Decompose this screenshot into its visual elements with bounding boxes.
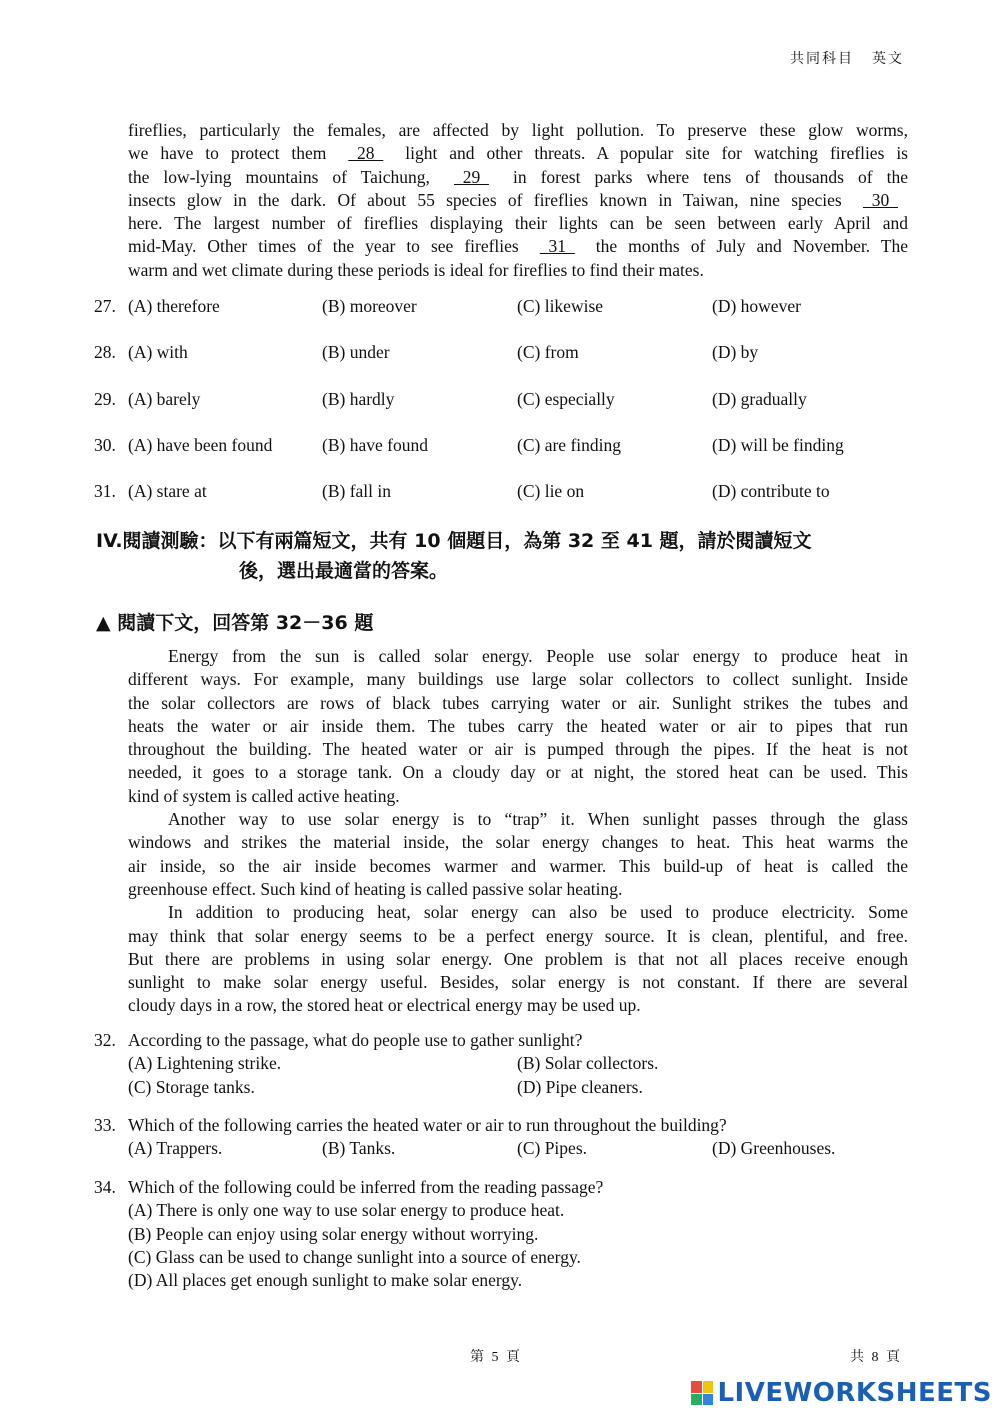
- passage-line: mid-May. Other times of the year to see fireflies 31 the months of July and November. The: [128, 235, 908, 258]
- choice-a[interactable]: (A) therefore: [128, 296, 220, 316]
- question-number: 27.: [94, 296, 116, 316]
- cloze-question-29: [94, 389, 914, 413]
- section-title: [96, 526, 812, 586]
- question-34: [94, 1176, 914, 1292]
- choice-c[interactable]: (C) especially: [517, 389, 615, 409]
- question-number: 31.: [94, 481, 116, 501]
- choice-b[interactable]: (B) hardly: [322, 389, 395, 409]
- choice-b[interactable]: (B) under: [322, 342, 390, 362]
- passage-line: the solar collectors are rows of black tubes carrying water or air. Sunlight strikes the tubes and: [128, 692, 908, 713]
- liveworksheets-wordmark: LIVEWORKSHEETS: [717, 1378, 992, 1408]
- blank-28[interactable]: 28: [348, 143, 384, 164]
- choice-c[interactable]: (C) Pipes.: [517, 1138, 587, 1159]
- passage-line: warm and wet climate during these periods is ideal for fireflies to find their mates.: [128, 259, 704, 280]
- choice-d[interactable]: (D) All places get enough sunlight to make solar energy.: [128, 1270, 523, 1291]
- passage-line: But there are problems in using solar energy. One problem is that not all places receive enough: [128, 948, 908, 969]
- cloze-passage: [128, 119, 908, 282]
- choice-a[interactable]: (A) barely: [128, 389, 201, 409]
- choice-a[interactable]: (A) with: [128, 342, 188, 362]
- choice-b[interactable]: (B) moreover: [322, 296, 417, 316]
- question-stem: Which of the following could be inferred from the reading passage?: [128, 1177, 604, 1197]
- choice-d[interactable]: (D) by: [712, 342, 759, 362]
- choice-a[interactable]: (A) stare at: [128, 481, 207, 501]
- choice-c[interactable]: (C) lie on: [517, 481, 585, 501]
- choice-b[interactable]: (B) fall in: [322, 481, 392, 501]
- choice-b[interactable]: (B) have found: [322, 435, 428, 455]
- blank-30[interactable]: 30: [863, 189, 898, 210]
- passage-line: Another way to use solar energy is to “trap” it. When sunlight passes through the glass: [168, 809, 908, 830]
- choice-d[interactable]: (D) will be finding: [712, 435, 844, 455]
- passage-line: here. The largest number of fireflies displaying their lights can be seen between early April and: [128, 213, 908, 234]
- header-course: 英文: [872, 52, 904, 67]
- passage-line: throughout the building. The heated water or air is pumped through the pipes. If the heat is not: [128, 739, 908, 760]
- question-number: 30.: [94, 435, 116, 455]
- question-number: 28.: [94, 342, 116, 362]
- passage-line: sunlight to make solar energy useful. Besides, solar energy is not constant. If there are several: [128, 972, 908, 993]
- passage-line: kind of system is called active heating.: [128, 785, 400, 806]
- choice-c[interactable]: (C) Glass can be used to change sunlight into a source of energy.: [128, 1246, 581, 1267]
- choice-d[interactable]: (D) gradually: [712, 389, 807, 409]
- choice-c[interactable]: (C) are finding: [517, 435, 621, 455]
- question-stem: Which of the following carries the heated water or air to run throughout the building?: [128, 1115, 727, 1135]
- choice-c[interactable]: (C) from: [517, 342, 579, 362]
- question-number: 34.: [94, 1177, 116, 1197]
- choice-d[interactable]: (D) Greenhouses.: [712, 1138, 836, 1159]
- passage-line: insects glow in the dark. Of about 55 species of fireflies known in Taiwan, nine species 30: [128, 189, 908, 212]
- question-number: 32.: [94, 1030, 116, 1050]
- blank-29[interactable]: 29: [453, 166, 489, 187]
- passage-line: different ways. For example, many buildings use large solar collectors to collect sunlight. Inside: [128, 669, 908, 690]
- passage-line: fireflies, particularly the females, are affected by light pollution. To preserve these glow worms,: [128, 120, 908, 140]
- liveworksheets-icon: [691, 1381, 713, 1405]
- passage-line: needed, it goes to a storage tank. On a cloudy day or at night, the stored heat can be used. This: [128, 762, 908, 783]
- passage-line: Energy from the sun is called solar energy. People use solar energy to produce heat in: [168, 646, 908, 666]
- choice-a[interactable]: (A) There is only one way to use solar energy to produce heat.: [128, 1200, 565, 1221]
- choice-d[interactable]: (D) contribute to: [712, 481, 830, 501]
- section-title-line1: IV.閱讀測驗：以下有兩篇短文，共有 10 個題目，為第 32 至 41 題，請於閱讀短文: [96, 530, 812, 552]
- question-stem: According to the passage, what do people use to gather sunlight?: [128, 1030, 583, 1050]
- passage-line: air inside, so the air inside becomes warmer and warmer. This build-up of heat is called the: [128, 855, 908, 876]
- choice-c[interactable]: (C) Storage tanks.: [128, 1076, 255, 1097]
- cloze-question-27: [94, 296, 914, 320]
- passage-line: may think that solar energy seems to be a perfect energy source. It is clean, plentiful, and free.: [128, 925, 908, 946]
- choice-b[interactable]: (B) Tanks.: [322, 1138, 396, 1159]
- blank-31[interactable]: 31: [539, 236, 575, 257]
- passage-line: In addition to producing heat, solar energy can also be used to produce electricity. Some: [168, 902, 908, 923]
- choice-a[interactable]: (A) Trappers.: [128, 1138, 223, 1159]
- reading-heading: ▲ 閱讀下文，回答第 32－36 題: [96, 612, 374, 634]
- reading-passage: [128, 645, 908, 1018]
- choice-b[interactable]: (B) Solar collectors.: [517, 1053, 659, 1074]
- question-number: 29.: [94, 389, 116, 409]
- cloze-question-31: [94, 481, 914, 505]
- question-number: 33.: [94, 1115, 116, 1135]
- passage-line: heats the water or air inside them. The tubes carry the heated water or air to pipes that run: [128, 715, 908, 736]
- choice-d[interactable]: (D) however: [712, 296, 801, 316]
- header-subject: 共同科目: [790, 52, 854, 67]
- liveworksheets-logo: [691, 1378, 992, 1408]
- cloze-question-28: [94, 342, 914, 366]
- passage-line: we have to protect them 28 light and other threats. A popular site for watching fireflies is: [128, 142, 908, 165]
- question-33: [94, 1114, 914, 1161]
- cloze-question-30: [94, 435, 914, 459]
- choice-c[interactable]: (C) likewise: [517, 296, 604, 316]
- passage-line: windows and strikes the material inside, the solar energy changes to heat. This heat warms the: [128, 832, 908, 853]
- question-32: [94, 1029, 914, 1099]
- passage-line: greenhouse effect. Such kind of heating is called passive solar heating.: [128, 878, 623, 899]
- page-number: 第 5 頁: [470, 1350, 522, 1365]
- passage-line: cloudy days in a row, the stored heat or electrical energy may be used up.: [128, 995, 641, 1016]
- passage-line: the low-lying mountains of Taichung, 29 in forest parks where tens of thousands of the: [128, 166, 908, 189]
- choice-b[interactable]: (B) People can enjoy using solar energy without worrying.: [128, 1223, 539, 1244]
- choice-a[interactable]: (A) Lightening strike.: [128, 1053, 282, 1074]
- page-header: [790, 48, 904, 68]
- choice-d[interactable]: (D) Pipe cleaners.: [517, 1076, 643, 1097]
- section-title-line2: 後，選出最適當的答案。: [239, 560, 449, 582]
- choice-a[interactable]: (A) have been found: [128, 435, 273, 455]
- page-total: 共 8 頁: [850, 1350, 902, 1365]
